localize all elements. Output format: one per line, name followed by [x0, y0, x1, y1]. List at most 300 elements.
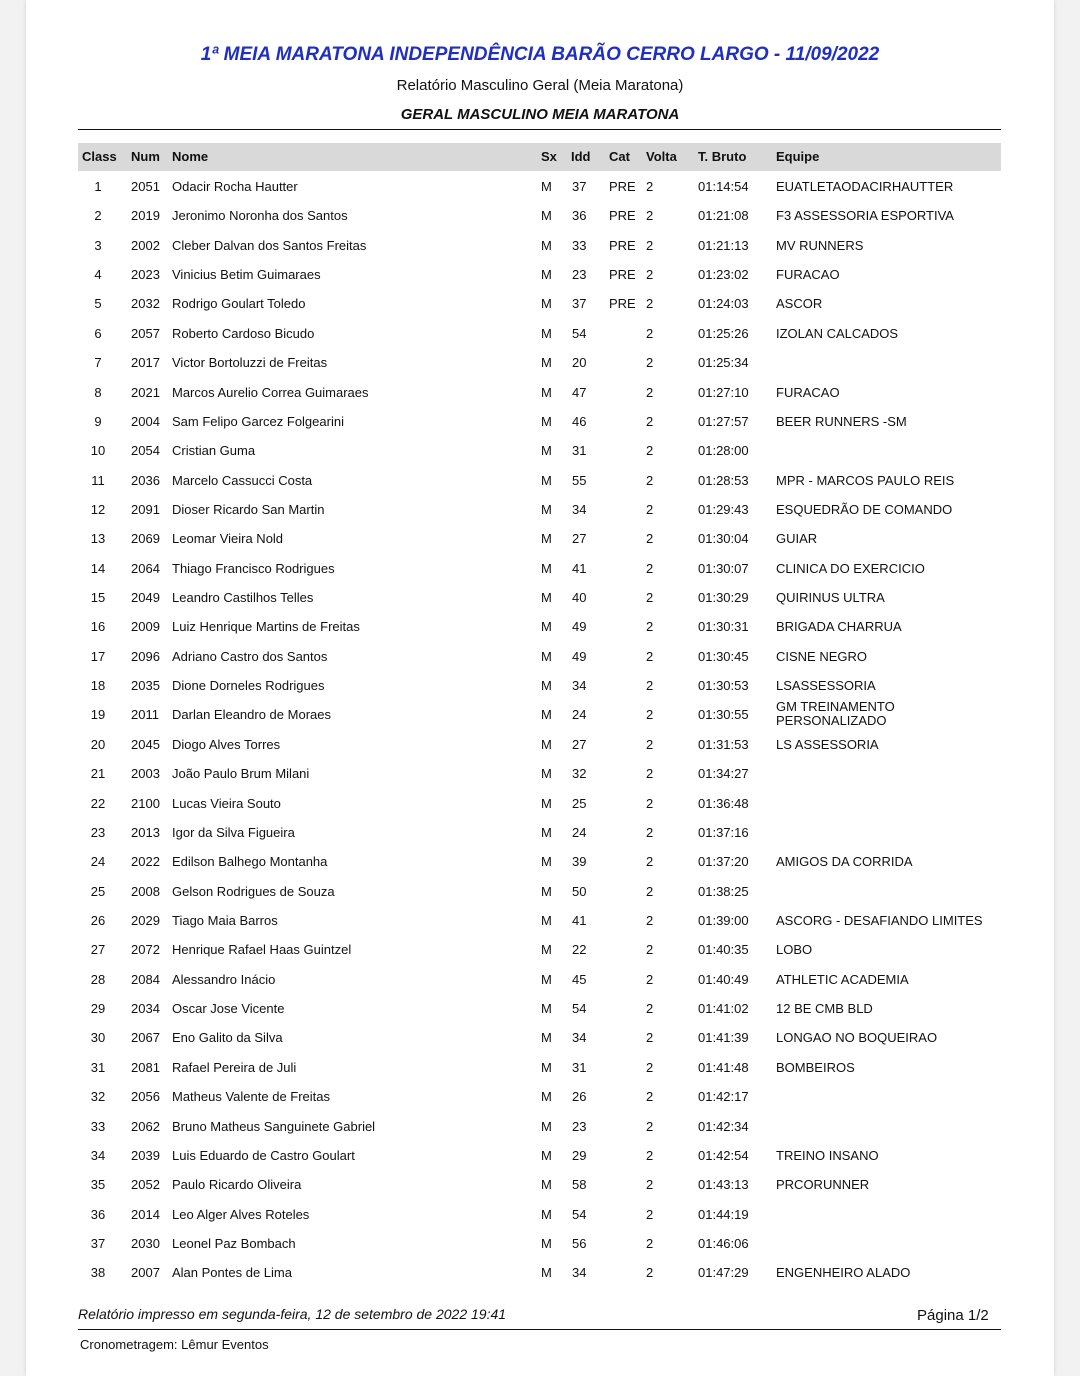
cell-nome: Leonel Paz Bombach — [172, 1236, 296, 1251]
cell-idd: 22 — [572, 942, 587, 957]
cell-num: 2014 — [131, 1207, 160, 1222]
cell-class: 27 — [90, 942, 106, 957]
cell-volta: 2 — [646, 825, 654, 840]
cell-num: 2049 — [131, 590, 160, 605]
cell-nome: Marcelo Cassucci Costa — [172, 473, 313, 488]
cell-class: 34 — [90, 1148, 106, 1163]
cell-sx: M — [541, 884, 552, 899]
top-divider — [78, 129, 1001, 130]
cell-nome: Lucas Vieira Souto — [172, 796, 281, 811]
cell-idd: 54 — [572, 1001, 587, 1016]
cell-sx: M — [541, 913, 552, 928]
cell-cat: PRE — [609, 296, 636, 311]
cell-sx: M — [541, 1265, 552, 1280]
cell-class: 35 — [90, 1177, 106, 1192]
cell-idd: 25 — [572, 796, 587, 811]
cell-tbruto: 01:41:39 — [698, 1030, 749, 1045]
cell-volta: 2 — [646, 385, 654, 400]
cell-sx: M — [541, 854, 552, 869]
cell-volta: 2 — [646, 443, 654, 458]
cell-class: 36 — [90, 1207, 106, 1222]
cell-idd: 20 — [572, 355, 587, 370]
cell-equipe: CISNE NEGRO — [776, 649, 868, 664]
cell-sx: M — [541, 590, 552, 605]
cell-sx: M — [541, 443, 552, 458]
cell-sx: M — [541, 531, 552, 546]
cell-idd: 47 — [572, 385, 587, 400]
report-title: 1ª MEIA MARATONA INDEPENDÊNCIA BARÃO CERRO LARGO - 11/09/2022 — [200, 44, 880, 65]
cell-idd: 39 — [572, 854, 587, 869]
cell-nome: Jeronimo Noronha dos Santos — [172, 208, 348, 223]
cell-idd: 41 — [572, 913, 587, 928]
cell-idd: 45 — [572, 972, 587, 987]
cell-idd: 36 — [572, 208, 587, 223]
cell-class: 9 — [94, 414, 102, 429]
cell-volta: 2 — [646, 1001, 654, 1016]
cell-volta: 2 — [646, 531, 654, 546]
cell-num: 2032 — [131, 296, 160, 311]
cell-equipe: PRCORUNNER — [776, 1177, 870, 1192]
cell-idd: 23 — [572, 267, 587, 282]
cell-volta: 2 — [646, 619, 654, 634]
cell-volta: 2 — [646, 590, 654, 605]
cell-class: 19 — [90, 707, 106, 722]
cell-tbruto: 01:30:07 — [698, 561, 749, 576]
cell-num: 2100 — [131, 796, 160, 811]
cell-tbruto: 01:41:02 — [698, 1001, 749, 1016]
cell-volta: 2 — [646, 1119, 654, 1134]
cell-equipe: TREINO INSANO — [776, 1148, 879, 1163]
cell-num: 2034 — [131, 1001, 160, 1016]
cell-num: 2004 — [131, 414, 160, 429]
cell-idd: 31 — [572, 1060, 587, 1075]
cell-class: 25 — [90, 884, 106, 899]
cell-nome: Bruno Matheus Sanguinete Gabriel — [172, 1119, 376, 1134]
cell-volta: 2 — [646, 179, 654, 194]
header-idd: Idd — [571, 149, 591, 164]
cell-sx: M — [541, 972, 552, 987]
cell-sx: M — [541, 473, 552, 488]
cell-volta: 2 — [646, 854, 654, 869]
cell-class: 5 — [94, 296, 102, 311]
cell-num: 2030 — [131, 1236, 160, 1251]
cell-idd: 34 — [572, 502, 587, 517]
cell-sx: M — [541, 825, 552, 840]
cell-tbruto: 01:28:00 — [698, 443, 749, 458]
cell-tbruto: 01:27:57 — [698, 414, 749, 429]
cell-num: 2062 — [131, 1119, 160, 1134]
cell-class: 21 — [90, 766, 106, 781]
cell-tbruto: 01:47:29 — [698, 1265, 749, 1280]
cell-sx: M — [541, 1207, 552, 1222]
cell-equipe: AMIGOS DA CORRIDA — [776, 854, 913, 869]
cell-tbruto: 01:30:04 — [698, 531, 749, 546]
cell-class: 22 — [90, 796, 106, 811]
cell-volta: 2 — [646, 238, 654, 253]
cell-equipe: BOMBEIROS — [776, 1060, 855, 1075]
cell-volta: 2 — [646, 502, 654, 517]
cell-idd: 24 — [572, 825, 587, 840]
cell-idd: 31 — [572, 443, 587, 458]
cell-class: 3 — [94, 238, 102, 253]
cell-nome: Oscar Jose Vicente — [172, 1001, 285, 1016]
cell-tbruto: 01:44:19 — [698, 1207, 749, 1222]
cell-equipe: BRIGADA CHARRUA — [776, 619, 902, 634]
cell-nome: Leo Alger Alves Roteles — [172, 1207, 310, 1222]
cell-class: 12 — [90, 502, 106, 517]
cell-equipe: FURACAO — [776, 385, 840, 400]
cell-equipe: IZOLAN CALCADOS — [776, 326, 899, 341]
cell-nome: Thiago Francisco Rodrigues — [172, 561, 335, 576]
cell-class: 6 — [94, 326, 102, 341]
cell-sx: M — [541, 267, 552, 282]
cell-num: 2064 — [131, 561, 160, 576]
header-nome: Nome — [172, 149, 209, 164]
cell-tbruto: 01:21:13 — [698, 238, 749, 253]
cell-volta: 2 — [646, 678, 654, 693]
cell-num: 2003 — [131, 766, 160, 781]
cell-sx: M — [541, 1148, 552, 1163]
cell-nome: Dioser Ricardo San Martin — [172, 502, 325, 517]
cell-sx: M — [541, 737, 552, 752]
cell-idd: 49 — [572, 619, 587, 634]
cell-volta: 2 — [646, 766, 654, 781]
cell-num: 2051 — [131, 179, 160, 194]
cell-nome: Diogo Alves Torres — [172, 737, 281, 752]
cell-num: 2009 — [131, 619, 160, 634]
cell-cat: PRE — [609, 267, 636, 282]
cell-volta: 2 — [646, 473, 654, 488]
cell-idd: 55 — [572, 473, 587, 488]
cell-nome: Darlan Eleandro de Moraes — [172, 707, 331, 722]
cell-nome: Leomar Vieira Nold — [172, 531, 284, 546]
cell-num: 2029 — [131, 913, 160, 928]
table-header-bar — [78, 143, 1001, 171]
cell-sx: M — [541, 1030, 552, 1045]
cell-equipe: ESQUEDRÃO DE COMANDO — [776, 502, 953, 517]
cell-class: 4 — [94, 267, 102, 282]
cell-class: 24 — [90, 854, 106, 869]
cell-sx: M — [541, 1089, 552, 1104]
cell-num: 2039 — [131, 1148, 160, 1163]
cell-nome: João Paulo Brum Milani — [172, 766, 310, 781]
cell-nome: Victor Bortoluzzi de Freitas — [172, 355, 328, 370]
cell-num: 2054 — [131, 443, 160, 458]
cell-tbruto: 01:25:26 — [698, 326, 749, 341]
cell-idd: 46 — [572, 414, 587, 429]
cell-class: 7 — [94, 355, 102, 370]
cell-volta: 2 — [646, 972, 654, 987]
cell-volta: 2 — [646, 355, 654, 370]
cell-volta: 2 — [646, 1236, 654, 1251]
cell-equipe: ENGENHEIRO ALADO — [776, 1265, 911, 1280]
cell-nome: Igor da Silva Figueira — [172, 825, 295, 840]
cell-nome: Leandro Castilhos Telles — [172, 590, 314, 605]
cell-class: 16 — [90, 619, 106, 634]
cell-equipe: ATHLETIC ACADEMIA — [776, 972, 909, 987]
cell-volta: 2 — [646, 267, 654, 282]
cell-num: 2035 — [131, 678, 160, 693]
cell-volta: 2 — [646, 296, 654, 311]
cell-class: 10 — [90, 443, 106, 458]
cell-class: 18 — [90, 678, 106, 693]
cell-num: 2008 — [131, 884, 160, 899]
cell-sx: M — [541, 649, 552, 664]
cell-nome: Dione Dorneles Rodrigues — [172, 678, 325, 693]
cell-nome: Henrique Rafael Haas Guintzel — [172, 942, 352, 957]
page-indicator: Página 1/2 — [917, 1307, 989, 1324]
cell-num: 2036 — [131, 473, 160, 488]
cell-sx: M — [541, 208, 552, 223]
cell-class: 30 — [90, 1030, 106, 1045]
cell-tbruto: 01:29:43 — [698, 502, 749, 517]
cell-volta: 2 — [646, 1060, 654, 1075]
cell-tbruto: 01:40:49 — [698, 972, 749, 987]
cell-tbruto: 01:14:54 — [698, 179, 749, 194]
cell-equipe: LOBO — [776, 942, 813, 957]
cell-nome: Rafael Pereira de Juli — [172, 1060, 297, 1075]
cell-tbruto: 01:42:17 — [698, 1089, 749, 1104]
cell-tbruto: 01:21:08 — [698, 208, 749, 223]
cell-num: 2056 — [131, 1089, 160, 1104]
cell-class: 14 — [90, 561, 106, 576]
cell-nome: Odacir Rocha Hautter — [172, 179, 298, 194]
cell-class: 20 — [90, 737, 106, 752]
cell-equipe: ASCOR — [776, 296, 823, 311]
cell-idd: 34 — [572, 1030, 587, 1045]
cell-sx: M — [541, 678, 552, 693]
cell-nome: Roberto Cardoso Bicudo — [172, 326, 315, 341]
cell-tbruto: 01:31:53 — [698, 737, 749, 752]
cell-num: 2021 — [131, 385, 160, 400]
header-volta: Volta — [646, 149, 677, 164]
cell-num: 2081 — [131, 1060, 160, 1075]
cell-tbruto: 01:30:55 — [698, 707, 749, 722]
cell-class: 38 — [90, 1265, 106, 1280]
cell-volta: 2 — [646, 1030, 654, 1045]
cell-cat: PRE — [609, 179, 636, 194]
cell-nome: Eno Galito da Silva — [172, 1030, 283, 1045]
cell-equipe: F3 ASSESSORIA ESPORTIVA — [776, 208, 954, 223]
cell-sx: M — [541, 1177, 552, 1192]
cell-tbruto: 01:42:54 — [698, 1148, 749, 1163]
section-title: GERAL MASCULINO MEIA MARATONA — [400, 106, 680, 123]
bottom-divider — [78, 1329, 1001, 1330]
cell-equipe: LONGAO NO BOQUEIRAO — [776, 1030, 938, 1045]
cell-tbruto: 01:39:00 — [698, 913, 749, 928]
header-equipe: Equipe — [776, 149, 820, 164]
cell-sx: M — [541, 561, 552, 576]
cell-num: 2057 — [131, 326, 160, 341]
cell-class: 11 — [91, 473, 105, 488]
cell-nome: Vinicius Betim Guimaraes — [172, 267, 321, 282]
cell-idd: 24 — [572, 707, 587, 722]
cell-cat: PRE — [609, 208, 636, 223]
cell-equipe: 12 BE CMB BLD — [776, 1001, 873, 1016]
cell-tbruto: 01:38:25 — [698, 884, 749, 899]
cell-nome: Paulo Ricardo Oliveira — [172, 1177, 302, 1192]
cell-idd: 33 — [572, 238, 587, 253]
cell-num: 2011 — [131, 707, 159, 722]
cell-equipe: GUIAR — [776, 531, 818, 546]
cell-idd: 58 — [572, 1177, 587, 1192]
header-tbruto: T. Bruto — [698, 149, 747, 164]
cell-tbruto: 01:41:48 — [698, 1060, 749, 1075]
cell-sx: M — [541, 355, 552, 370]
cell-sx: M — [541, 619, 552, 634]
cell-sx: M — [541, 502, 552, 517]
cell-tbruto: 01:28:53 — [698, 473, 749, 488]
cell-tbruto: 01:46:06 — [698, 1236, 749, 1251]
cell-sx: M — [541, 1119, 552, 1134]
cell-sx: M — [541, 942, 552, 957]
cell-nome: Cleber Dalvan dos Santos Freitas — [172, 238, 367, 253]
cell-class: 1 — [94, 179, 102, 194]
header-cat: Cat — [609, 149, 630, 164]
cell-nome: Sam Felipo Garcez Folgearini — [172, 414, 344, 429]
printed-timestamp: Relatório impresso em segunda-feira, 12 de setembro de 2022 19:41 — [78, 1306, 507, 1322]
cell-volta: 2 — [646, 414, 654, 429]
cell-equipe: MV RUNNERS — [776, 238, 864, 253]
cell-num: 2017 — [131, 355, 160, 370]
cell-nome: Luiz Henrique Martins de Freitas — [172, 619, 360, 634]
cell-volta: 2 — [646, 1177, 654, 1192]
cell-num: 2013 — [131, 825, 160, 840]
cell-volta: 2 — [646, 326, 654, 341]
cell-tbruto: 01:25:34 — [698, 355, 749, 370]
cell-tbruto: 01:30:53 — [698, 678, 749, 693]
cell-sx: M — [541, 707, 552, 722]
cell-volta: 2 — [646, 942, 654, 957]
cell-num: 2091 — [131, 502, 160, 517]
cell-idd: 29 — [572, 1148, 587, 1163]
cell-sx: M — [541, 326, 552, 341]
cell-sx: M — [541, 385, 552, 400]
cell-tbruto: 01:37:20 — [698, 854, 749, 869]
cell-volta: 2 — [646, 737, 654, 752]
cell-num: 2069 — [131, 531, 160, 546]
cell-num: 2002 — [131, 238, 160, 253]
cell-class: 31 — [90, 1060, 106, 1075]
cell-idd: 23 — [572, 1119, 587, 1134]
cell-nome: Marcos Aurelio Correa Guimaraes — [172, 385, 369, 400]
cell-tbruto: 01:42:34 — [698, 1119, 749, 1134]
cell-idd: 37 — [572, 179, 587, 194]
cell-num: 2072 — [131, 942, 160, 957]
cell-nome: Cristian Guma — [172, 443, 256, 458]
header-num: Num — [131, 149, 160, 164]
cell-volta: 2 — [646, 707, 654, 722]
cell-idd: 54 — [572, 1207, 587, 1222]
cell-sx: M — [541, 796, 552, 811]
cell-tbruto: 01:30:31 — [698, 619, 749, 634]
cell-nome: Matheus Valente de Freitas — [172, 1089, 331, 1104]
cell-nome: Luis Eduardo de Castro Goulart — [172, 1148, 355, 1163]
cell-idd: 32 — [572, 766, 587, 781]
cell-sx: M — [541, 1060, 552, 1075]
cell-equipe: ASCORG - DESAFIANDO LIMITES — [776, 913, 983, 928]
cell-nome: Tiago Maia Barros — [172, 913, 278, 928]
cell-tbruto: 01:27:10 — [698, 385, 749, 400]
cell-idd: 56 — [572, 1236, 587, 1251]
cell-tbruto: 01:43:13 — [698, 1177, 749, 1192]
cell-idd: 34 — [572, 678, 587, 693]
cell-class: 2 — [94, 208, 102, 223]
cell-volta: 2 — [646, 1089, 654, 1104]
header-sx: Sx — [541, 149, 557, 164]
cell-tbruto: 01:34:27 — [698, 766, 749, 781]
cell-volta: 2 — [646, 913, 654, 928]
cell-idd: 41 — [572, 561, 587, 576]
cell-idd: 54 — [572, 326, 587, 341]
cell-idd: 27 — [572, 531, 587, 546]
cell-sx: M — [541, 296, 552, 311]
cell-volta: 2 — [646, 649, 654, 664]
cell-tbruto: 01:40:35 — [698, 942, 749, 957]
cell-sx: M — [541, 766, 552, 781]
cell-num: 2022 — [131, 854, 160, 869]
cell-class: 37 — [90, 1236, 106, 1251]
cell-volta: 2 — [646, 796, 654, 811]
cell-equipe — [776, 700, 895, 728]
cell-nome: Rodrigo Goulart Toledo — [172, 296, 306, 311]
cell-equipe: LS ASSESSORIA — [776, 737, 879, 752]
cell-equipe: QUIRINUS ULTRA — [776, 590, 885, 605]
cell-equipe: FURACAO — [776, 267, 840, 282]
cell-nome: Gelson Rodrigues de Souza — [172, 884, 335, 899]
cell-equipe: CLINICA DO EXERCICIO — [776, 561, 925, 576]
cell-nome: Alessandro Inácio — [172, 972, 276, 987]
cell-nome: Adriano Castro dos Santos — [172, 649, 328, 664]
cell-volta: 2 — [646, 561, 654, 576]
cell-class: 32 — [90, 1089, 106, 1104]
header-class: Class — [82, 149, 117, 164]
cell-cat: PRE — [609, 238, 636, 253]
cell-idd: 40 — [572, 590, 587, 605]
cell-equipe-line1: GM TREINAMENTO — [776, 699, 895, 714]
cell-class: 28 — [90, 972, 106, 987]
cell-volta: 2 — [646, 1207, 654, 1222]
cell-sx: M — [541, 238, 552, 253]
cell-idd: 49 — [572, 649, 587, 664]
cell-nome: Alan Pontes de Lima — [172, 1265, 292, 1280]
cell-class: 13 — [90, 531, 106, 546]
cell-tbruto: 01:36:48 — [698, 796, 749, 811]
cell-class: 29 — [90, 1001, 106, 1016]
cell-class: 8 — [94, 385, 102, 400]
cell-idd: 50 — [572, 884, 587, 899]
cell-nome: Edilson Balhego Montanha — [172, 854, 328, 869]
cell-sx: M — [541, 179, 552, 194]
cell-num: 2007 — [131, 1265, 160, 1280]
cell-idd: 37 — [572, 296, 587, 311]
cell-num: 2067 — [131, 1030, 160, 1045]
cell-idd: 27 — [572, 737, 587, 752]
cell-volta: 2 — [646, 208, 654, 223]
cell-num: 2023 — [131, 267, 160, 282]
timing-credit: Cronometragem: Lêmur Eventos — [80, 1337, 269, 1352]
cell-tbruto: 01:23:02 — [698, 267, 749, 282]
report-subtitle: Relatório Masculino Geral (Meia Maratona) — [396, 77, 684, 94]
cell-class: 26 — [90, 913, 106, 928]
cell-class: 15 — [90, 590, 106, 605]
cell-class: 33 — [90, 1119, 106, 1134]
cell-idd: 26 — [572, 1089, 587, 1104]
cell-volta: 2 — [646, 1265, 654, 1280]
cell-sx: M — [541, 1001, 552, 1016]
cell-sx: M — [541, 414, 552, 429]
cell-tbruto: 01:30:29 — [698, 590, 749, 605]
